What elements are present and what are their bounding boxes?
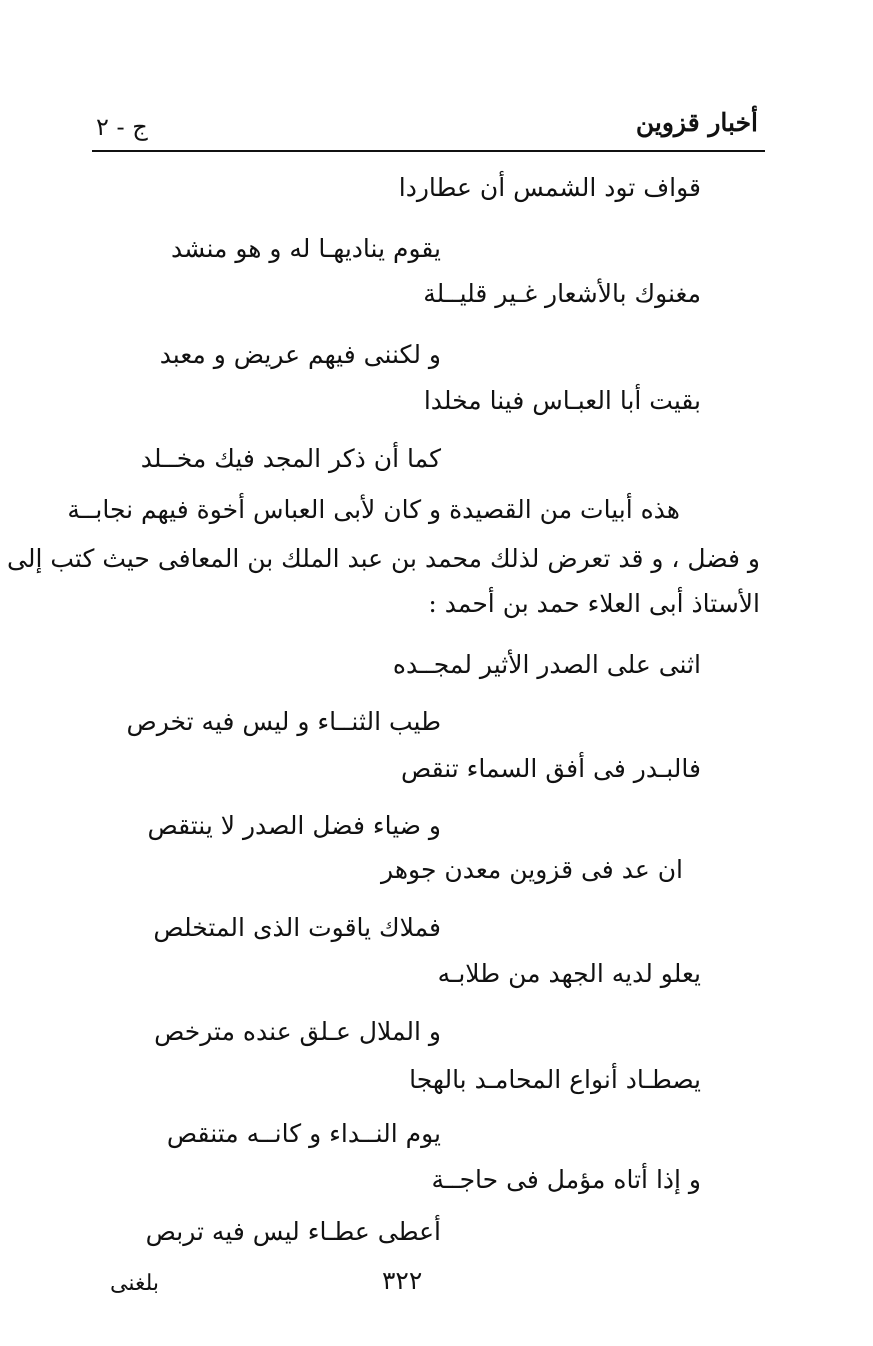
verse-line-4: و لكننى فيهم عريض و معبد <box>159 340 441 369</box>
header-divider <box>92 150 765 152</box>
prose-line-2: و فضل ، و قد تعرض لذلك محمد بن عبد الملك بن المعافى حيث كتب إلى <box>7 544 760 573</box>
verse-line-14: و الملال عـلق عنده مترخص <box>154 1017 441 1046</box>
verse-line-11: ان عد فى قزوين معدن جوهر <box>381 855 683 884</box>
verse-line-6: كما أن ذكر المجد فيك مخــلد <box>140 444 441 473</box>
verse-line-16: يوم النــداء و كانــه متنقص <box>166 1119 441 1148</box>
verse-line-13: يعلو لديه الجهد من طلابـه <box>437 959 701 988</box>
page-number: ٣٢٢ <box>382 1266 423 1295</box>
verse-line-10: و ضياء فضل الصدر لا ينتقص <box>147 811 441 840</box>
prose-line-3: الأستاذ أبى العلاء حمد بن أحمد : <box>428 589 760 618</box>
verse-line-17: و إذا أتاه مؤمل فى حاجــة <box>431 1165 701 1194</box>
prose-line-1: هذه أبيات من القصيدة و كان لأبى العباس أخوة فيهم نجابــة <box>67 495 680 524</box>
catchword: بلغنى <box>110 1271 159 1296</box>
verse-line-3: مغنوك بالأشعار غـير قليــلة <box>423 279 701 308</box>
verse-line-9: فالبـدر فى أفق السماء تنقص <box>400 754 701 783</box>
verse-line-7: اثنى على الصدر الأثير لمجــده <box>392 650 701 679</box>
verse-line-2: يقوم يناديهـا له و هو منشد <box>171 234 441 263</box>
verse-line-15: يصطـاد أنواع المحامـد بالهجا <box>409 1065 701 1094</box>
verse-line-18: أعطى عطـاء ليس فيه تربص <box>145 1217 441 1246</box>
verse-line-8: طيب الثنــاء و ليس فيه تخرص <box>126 707 441 736</box>
verse-line-12: فملاك ياقوت الذى المتخلص <box>153 913 441 942</box>
volume-label: ج - ٢ <box>96 113 148 141</box>
running-title: أخبار قزوين <box>635 108 758 137</box>
verse-line-1: قواف تود الشمس أن عطاردا <box>398 173 701 202</box>
verse-line-5: بقيت أبا العبـاس فينا مخلدا <box>423 386 701 415</box>
